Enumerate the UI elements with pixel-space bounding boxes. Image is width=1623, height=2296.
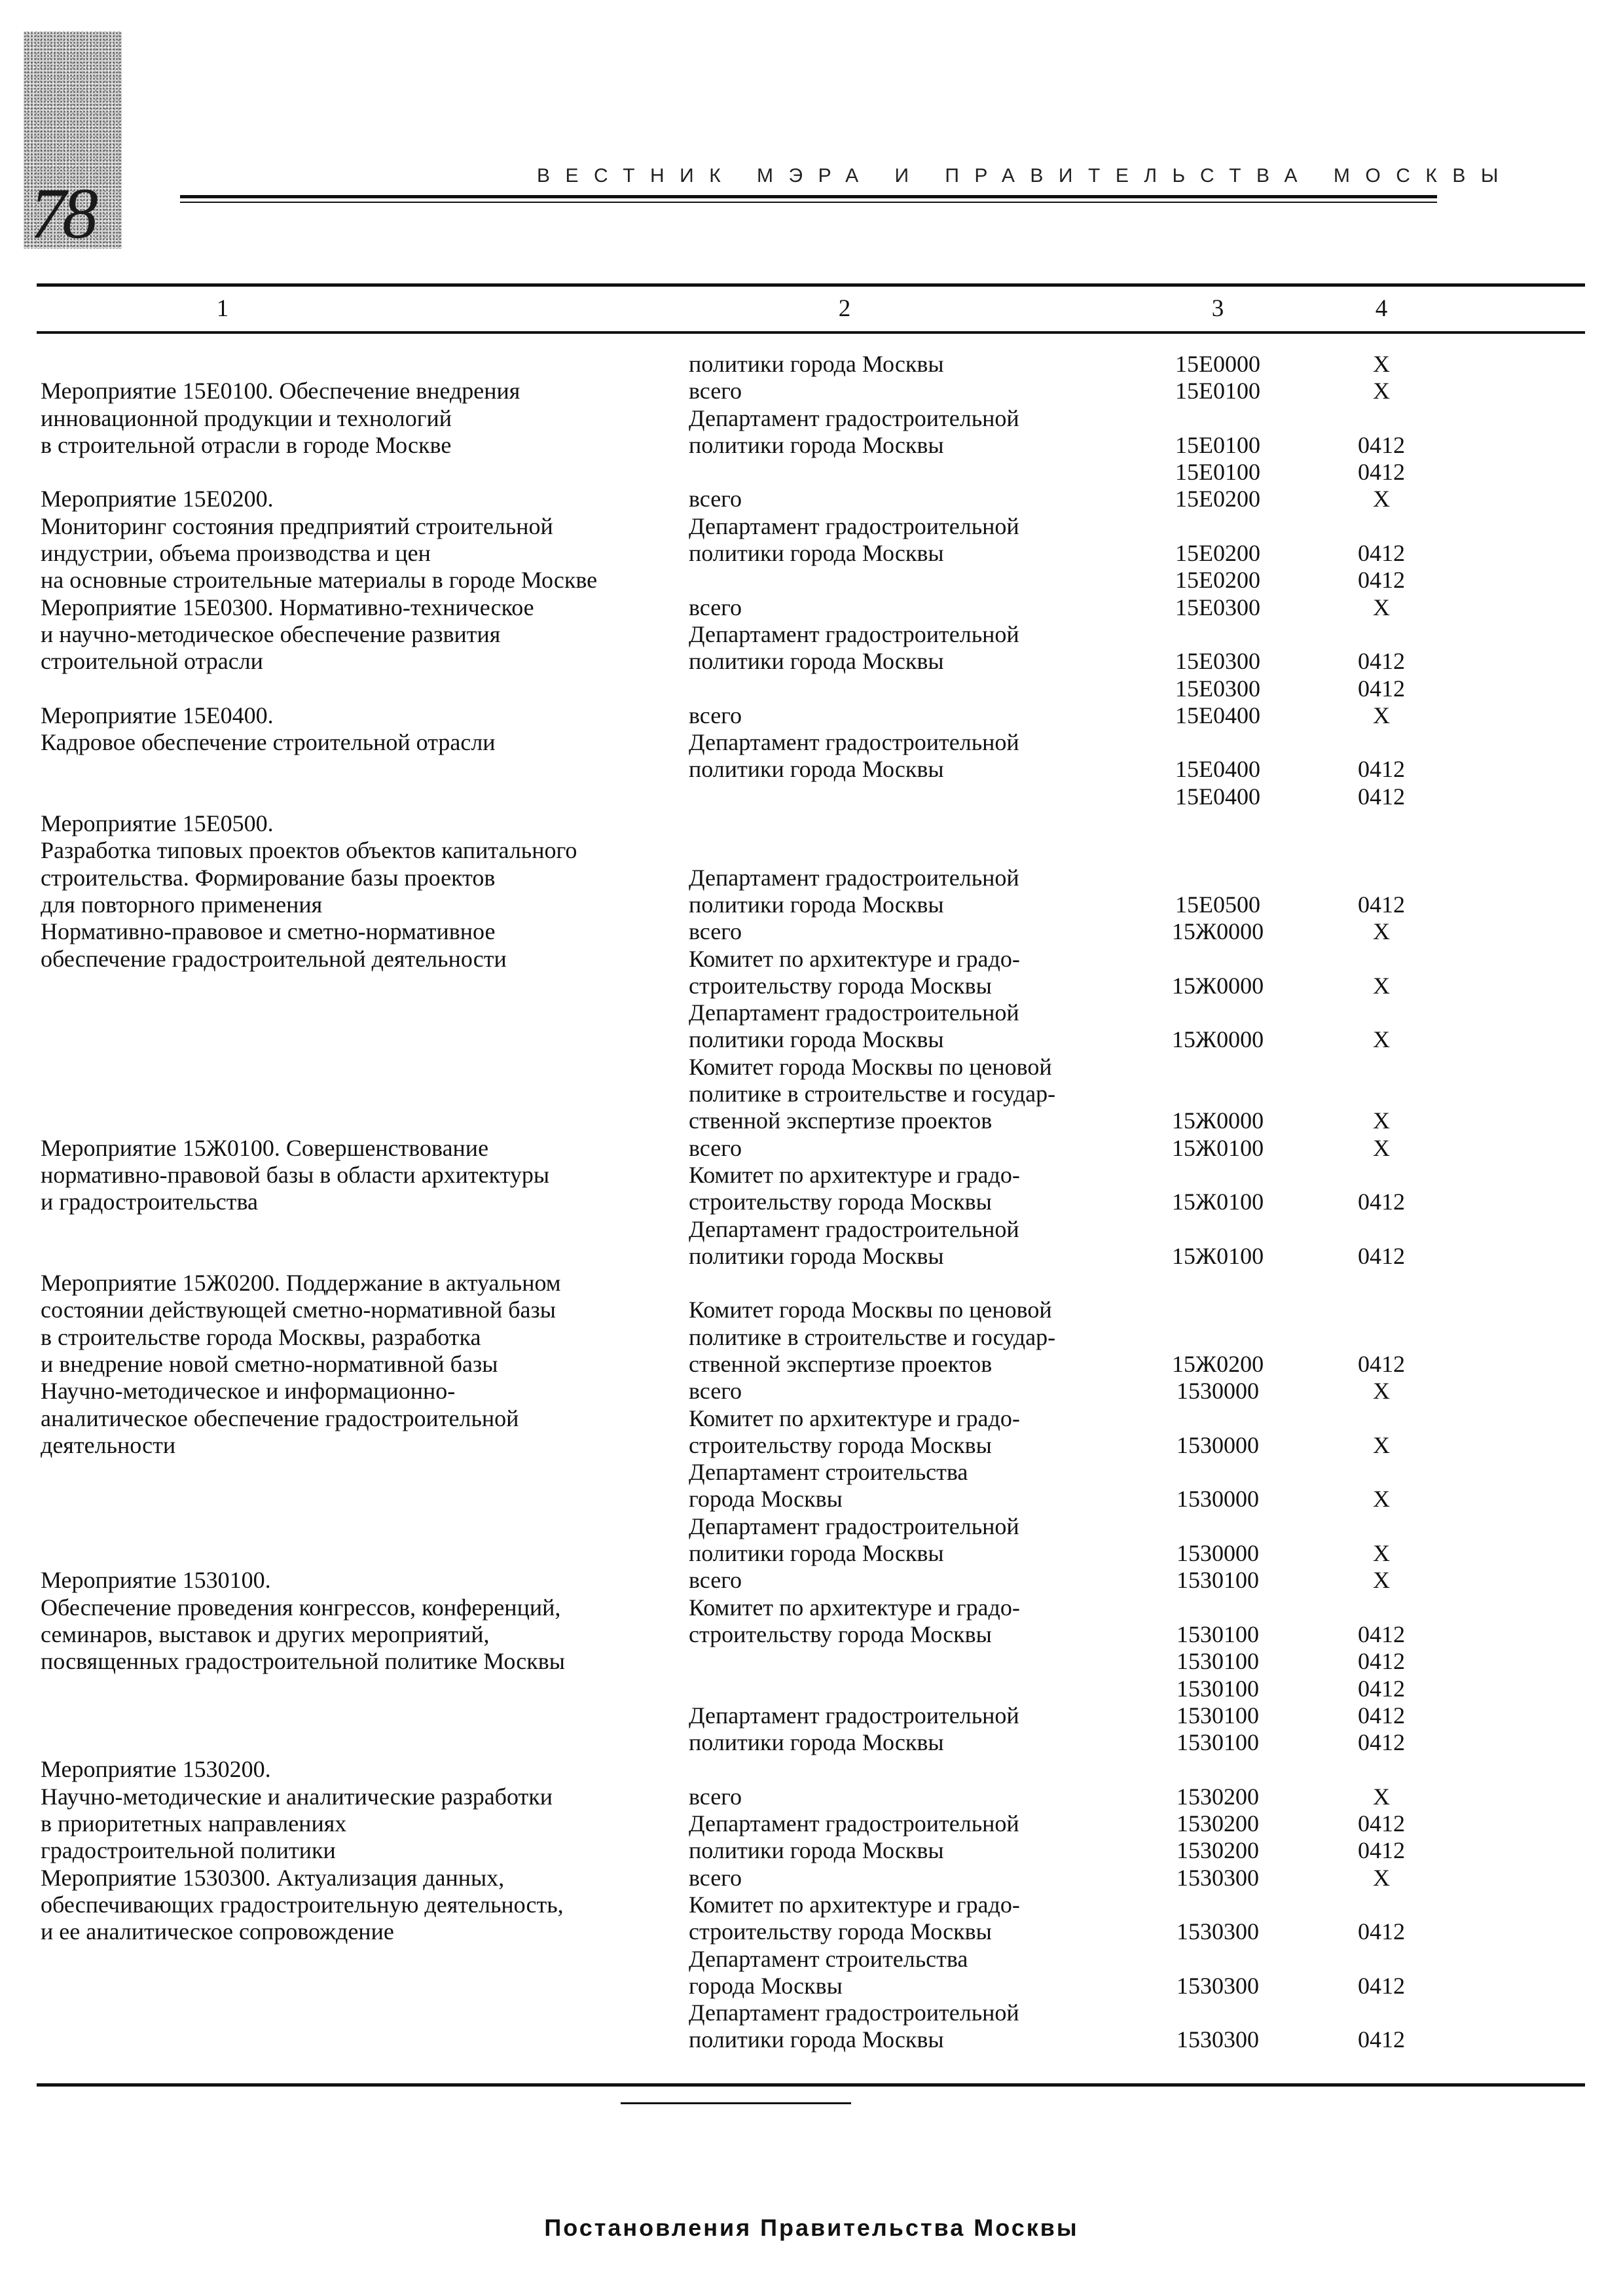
section-code-cell: X	[1373, 918, 1390, 945]
event-name-cell: Нормативно-правовое и сметно-нормативное	[41, 918, 496, 945]
table-row	[0, 1107, 1623, 1134]
table-top-rule	[37, 283, 1585, 287]
event-name-cell: семинаров, выставок и других мероприятий,	[41, 1621, 490, 1647]
target-code-cell: 1530000	[1176, 1378, 1259, 1405]
event-name-cell: на основные строительные материалы в городе Москве	[41, 567, 598, 594]
target-code-cell: 1530200	[1176, 1810, 1259, 1837]
table-body	[0, 351, 1623, 2054]
executor-cell: всего	[689, 1783, 742, 1810]
executor-cell: всего	[689, 378, 742, 404]
section-code-cell: 0412	[1358, 2026, 1405, 2053]
table-row	[0, 1729, 1623, 1756]
target-code-cell: 1530000	[1176, 1540, 1259, 1567]
executor-cell: политики города Москвы	[689, 891, 944, 918]
executor-cell: Комитет по архитектуре и градо-	[689, 945, 1020, 972]
event-name-cell: строительной отрасли	[41, 648, 263, 675]
table-row	[0, 1865, 1623, 1892]
executor-cell: политики города Москвы	[689, 648, 944, 675]
table-row	[0, 1676, 1623, 1702]
executor-cell: Департамент строительства	[689, 1459, 968, 1486]
event-name-cell: Мероприятие 15Е0400.	[41, 702, 274, 728]
executor-cell: Департамент градостроительной	[689, 1810, 1019, 1837]
section-code-cell: X	[1373, 1783, 1390, 1810]
executor-cell: Комитет по архитектуре и градо-	[689, 1161, 1020, 1188]
executor-cell: всего	[689, 1134, 742, 1161]
table-row	[0, 1324, 1623, 1351]
page-number-block	[24, 31, 122, 253]
table-row	[0, 486, 1623, 512]
table-row	[0, 837, 1623, 864]
section-code-cell: 0412	[1358, 567, 1405, 594]
table-row	[0, 1405, 1623, 1432]
event-name-cell: Мероприятие 15Е0300. Нормативно-техническое	[41, 594, 534, 620]
table-row	[0, 1270, 1623, 1297]
target-code-cell: 1530100	[1176, 1702, 1259, 1729]
executor-cell: Департамент градостроительной	[689, 1513, 1019, 1539]
target-code-cell: 1530000	[1176, 1486, 1259, 1513]
target-code-cell: 15Е0300	[1175, 675, 1260, 702]
executor-cell: Комитет по архитектуре и градо-	[689, 1594, 1020, 1621]
target-code-cell: 15Е0300	[1175, 648, 1260, 675]
executor-cell: политике в строительстве и государ-	[689, 1081, 1056, 1107]
target-code-cell: 15Е0100	[1175, 459, 1260, 486]
table-row	[0, 405, 1623, 432]
executor-cell: строительству города Москвы	[689, 972, 992, 999]
event-name-cell: Мероприятие 15Е0500.	[41, 810, 274, 837]
executor-cell: строительству города Москвы	[689, 1189, 992, 1215]
event-name-cell: посвященных градостроительной политике Москвы	[41, 1648, 565, 1675]
table-row	[0, 648, 1623, 675]
target-code-cell: 15Е0000	[1175, 351, 1260, 377]
table-row	[0, 810, 1623, 837]
table-header-rule	[37, 331, 1585, 334]
event-name-cell: Мероприятие 1530300. Актуализация данных,	[41, 1864, 505, 1891]
column-header-3: 3	[1211, 295, 1224, 322]
executor-cell: политики города Москвы	[689, 1540, 944, 1567]
table-row	[0, 378, 1623, 404]
executor-cell: строительству города Москвы	[689, 1621, 992, 1647]
event-name-cell: и научно-методическое обеспечение развития	[41, 620, 501, 647]
event-name-cell: состоянии действующей сметно-нормативной базы	[41, 1297, 556, 1323]
end-rule	[621, 2102, 851, 2104]
event-name-cell: Мероприятие 15Е0200.	[41, 486, 274, 512]
executor-cell: Департамент градостроительной	[689, 729, 1019, 756]
event-name-cell: Мероприятие 15Е0100. Обеспечение внедрения	[41, 378, 520, 404]
section-code-cell: X	[1373, 972, 1390, 999]
executor-cell: всего	[689, 486, 742, 512]
executor-cell: политики города Москвы	[689, 756, 944, 783]
table-row	[0, 946, 1623, 973]
executor-cell: всего	[689, 1864, 742, 1891]
executor-cell: политики города Москвы	[689, 1729, 944, 1756]
target-code-cell: 15Е0400	[1175, 702, 1260, 728]
event-name-cell: в приоритетных направлениях	[41, 1810, 347, 1837]
table-row	[0, 513, 1623, 540]
executor-cell: политики города Москвы	[689, 540, 944, 567]
executor-cell: строительству города Москвы	[689, 1918, 992, 1945]
table-row	[0, 594, 1623, 621]
section-code-cell: X	[1373, 351, 1390, 377]
table-row	[0, 1135, 1623, 1162]
section-code-cell: X	[1373, 1540, 1390, 1567]
event-name-cell: градостроительной политики	[41, 1837, 336, 1864]
section-code-cell: 0412	[1358, 1918, 1405, 1945]
event-name-cell: обеспечивающих градостроительную деятельность,	[41, 1891, 564, 1918]
target-code-cell: 1530200	[1176, 1783, 1259, 1810]
event-name-cell: и ее аналитическое сопровождение	[41, 1918, 394, 1945]
event-name-cell: индустрии, объема производства и цен	[41, 540, 431, 567]
target-code-cell: 15Ж0000	[1171, 918, 1264, 945]
table-row	[0, 918, 1623, 945]
section-code-cell: X	[1373, 1026, 1390, 1053]
table-row	[0, 1918, 1623, 1945]
executor-cell: ственной экспертизе проектов	[689, 1107, 993, 1134]
target-code-cell: 15Е0500	[1175, 891, 1260, 918]
target-code-cell: 1530100	[1176, 1567, 1259, 1594]
event-name-cell: в строительной отрасли в городе Москве	[41, 431, 452, 458]
header-rule-thin	[180, 202, 1437, 203]
executor-cell: всего	[689, 1567, 742, 1594]
header-rule	[180, 195, 1437, 198]
event-name-cell: Мероприятие 15Ж0100. Совершенствование	[41, 1134, 489, 1161]
executor-cell: города Москвы	[689, 1486, 843, 1513]
table-row	[0, 1297, 1623, 1323]
table-row	[0, 432, 1623, 459]
table-row	[0, 1162, 1623, 1189]
target-code-cell: 15Ж0200	[1171, 1350, 1264, 1377]
table-row	[0, 702, 1623, 729]
table-row	[0, 1946, 1623, 1973]
section-code-cell: 0412	[1358, 648, 1405, 675]
table-row	[0, 1892, 1623, 1918]
section-code-cell: 0412	[1358, 1837, 1405, 1864]
section-code-cell: 0412	[1358, 459, 1405, 486]
executor-cell: Департамент градостроительной	[689, 620, 1019, 647]
section-code-cell: X	[1373, 702, 1390, 728]
table-row	[0, 1432, 1623, 1459]
executor-cell: Департамент строительства	[689, 1945, 968, 1972]
table-row	[0, 756, 1623, 783]
event-name-cell: инновационной продукции и технологий	[41, 404, 452, 431]
table-row	[0, 540, 1623, 567]
executor-cell: всего	[689, 702, 742, 728]
event-name-cell: Разработка типовых проектов объектов капитального	[41, 837, 577, 864]
executor-cell: города Москвы	[689, 1972, 843, 1999]
event-name-cell: Мероприятие 1530100.	[41, 1567, 271, 1594]
executor-cell: Департамент градостроительной	[689, 512, 1019, 539]
section-code-cell: X	[1373, 1134, 1390, 1161]
executor-cell: всего	[689, 594, 742, 620]
section-code-cell: 0412	[1358, 431, 1405, 458]
section-code-cell: X	[1373, 594, 1390, 620]
event-name-cell: аналитическое обеспечение градостроительной	[41, 1405, 519, 1431]
section-code-cell: 0412	[1358, 1972, 1405, 1999]
section-code-cell: 0412	[1358, 1675, 1405, 1702]
table-bottom-rule	[37, 2083, 1585, 2087]
event-name-cell: Мероприятие 1530200.	[41, 1756, 271, 1783]
event-name-cell: и внедрение новой сметно-нормативной базы	[41, 1350, 498, 1377]
section-code-cell: X	[1373, 1378, 1390, 1405]
section-code-cell: X	[1373, 1107, 1390, 1134]
executor-cell: Департамент градостроительной	[689, 999, 1019, 1026]
table-row	[0, 865, 1623, 891]
event-name-cell: строительства. Формирование базы проектов	[41, 864, 496, 891]
target-code-cell: 15Е0400	[1175, 783, 1260, 810]
section-code-cell: X	[1373, 1864, 1390, 1891]
target-code-cell: 15Е0200	[1175, 540, 1260, 567]
table-row	[0, 1243, 1623, 1270]
section-code-cell: 0412	[1358, 1350, 1405, 1377]
executor-cell: Комитет города Москвы по ценовой	[689, 1297, 1052, 1323]
target-code-cell: 15Е0300	[1175, 594, 1260, 620]
table-row	[0, 999, 1623, 1026]
table-row	[0, 2026, 1623, 2053]
section-code-cell: 0412	[1358, 540, 1405, 567]
table-row	[0, 729, 1623, 756]
table-row	[0, 1351, 1623, 1378]
section-code-cell: X	[1373, 1567, 1390, 1594]
event-name-cell: Научно-методические и аналитические разработки	[41, 1783, 553, 1810]
executor-cell: политике в строительстве и государ-	[689, 1323, 1056, 1350]
executor-cell: политики города Москвы	[689, 351, 944, 377]
executor-cell: политики города Москвы	[689, 431, 944, 458]
table-row	[0, 1784, 1623, 1810]
target-code-cell: 1530300	[1176, 1918, 1259, 1945]
journal-title: ВЕСТНИК МЭРА И ПРАВИТЕЛЬСТВА МОСКВЫ	[537, 165, 1514, 187]
section-code-cell: 0412	[1358, 1648, 1405, 1675]
target-code-cell: 1530300	[1176, 2026, 1259, 2053]
section-code-cell: 0412	[1358, 783, 1405, 810]
target-code-cell: 1530000	[1176, 1431, 1259, 1458]
table-row	[0, 1459, 1623, 1486]
target-code-cell: 1530100	[1176, 1648, 1259, 1675]
table-row	[0, 675, 1623, 702]
target-code-cell: 15Е0200	[1175, 567, 1260, 594]
table-row	[0, 1378, 1623, 1405]
table-row	[0, 1189, 1623, 1215]
section-code-cell: X	[1373, 486, 1390, 512]
executor-cell: Комитет по архитектуре и градо-	[689, 1891, 1020, 1918]
section-code-cell: 0412	[1358, 675, 1405, 702]
table-row	[0, 1648, 1623, 1675]
event-name-cell: обеспечение градостроительной деятельности	[41, 945, 507, 972]
executor-cell: политики города Москвы	[689, 1026, 944, 1053]
table-row	[0, 1540, 1623, 1567]
executor-cell: Комитет по архитектуре и градо-	[689, 1405, 1020, 1431]
executor-cell: Комитет города Москвы по ценовой	[689, 1053, 1052, 1080]
event-name-cell: Мероприятие 15Ж0200. Поддержание в актуальном	[41, 1270, 561, 1297]
section-code-cell: 0412	[1358, 1810, 1405, 1837]
table-row	[0, 351, 1623, 378]
table-row	[0, 1054, 1623, 1081]
table-row	[0, 891, 1623, 918]
event-name-cell: и градостроительства	[41, 1189, 258, 1215]
table-row	[0, 1837, 1623, 1864]
table-row	[0, 2000, 1623, 2026]
executor-cell: политики города Москвы	[689, 1242, 944, 1269]
table-row	[0, 1756, 1623, 1783]
table-row	[0, 1621, 1623, 1648]
table-row	[0, 1081, 1623, 1107]
event-name-cell: Мониторинг состояния предприятий строительной	[41, 512, 553, 539]
table-row	[0, 1702, 1623, 1729]
table-row	[0, 621, 1623, 648]
table-row	[0, 459, 1623, 486]
executor-cell: Департамент градостроительной	[689, 2000, 1019, 2026]
executor-cell: всего	[689, 1378, 742, 1405]
executor-cell: политики города Москвы	[689, 1837, 944, 1864]
event-name-cell: в строительстве города Москвы, разработка	[41, 1323, 481, 1350]
table-row	[0, 1513, 1623, 1540]
section-code-cell: 0412	[1358, 891, 1405, 918]
section-code-cell: 0412	[1358, 1189, 1405, 1215]
target-code-cell: 15Ж0100	[1171, 1242, 1264, 1269]
target-code-cell: 15Ж0000	[1171, 1107, 1264, 1134]
target-code-cell: 15Ж0000	[1171, 1026, 1264, 1053]
table-row	[0, 1567, 1623, 1594]
table-row	[0, 1973, 1623, 2000]
target-code-cell: 15Е0200	[1175, 486, 1260, 512]
executor-cell: ственной экспертизе проектов	[689, 1350, 993, 1377]
section-code-cell: X	[1373, 1431, 1390, 1458]
target-code-cell: 15Е0400	[1175, 756, 1260, 783]
target-code-cell: 1530100	[1176, 1675, 1259, 1702]
target-code-cell: 1530300	[1176, 1972, 1259, 1999]
event-name-cell: нормативно-правовой базы в области архитектуры	[41, 1161, 550, 1188]
table-row	[0, 1216, 1623, 1243]
column-header-4: 4	[1375, 295, 1388, 322]
table-row	[0, 1594, 1623, 1621]
event-name-cell: Кадровое обеспечение строительной отрасли	[41, 729, 496, 756]
section-code-cell: 0412	[1358, 756, 1405, 783]
target-code-cell: 1530100	[1176, 1729, 1259, 1756]
target-code-cell: 15Ж0100	[1171, 1189, 1264, 1215]
section-code-cell: X	[1373, 378, 1390, 404]
executor-cell: Департамент градостроительной	[689, 1215, 1019, 1242]
executor-cell: политики города Москвы	[689, 2026, 944, 2053]
executor-cell: Департамент градостроительной	[689, 864, 1019, 891]
section-code-cell: 0412	[1358, 1729, 1405, 1756]
executor-cell: строительству города Москвы	[689, 1431, 992, 1458]
target-code-cell: 15Е0100	[1175, 378, 1260, 404]
section-code-cell: 0412	[1358, 1702, 1405, 1729]
table-row	[0, 783, 1623, 810]
section-code-cell: 0412	[1358, 1621, 1405, 1647]
executor-cell: всего	[689, 918, 742, 945]
target-code-cell: 15Ж0000	[1171, 972, 1264, 999]
column-header-2: 2	[838, 295, 851, 322]
event-name-cell: Обеспечение проведения конгрессов, конференций,	[41, 1594, 561, 1621]
footer-section-title: Постановления Правительства Москвы	[544, 2214, 1079, 2241]
executor-cell: Департамент градостроительной	[689, 404, 1019, 431]
table-row	[0, 1486, 1623, 1513]
table-row	[0, 1026, 1623, 1053]
event-name-cell: деятельности	[41, 1431, 176, 1458]
target-code-cell: 15Ж0100	[1171, 1134, 1264, 1161]
section-code-cell: X	[1373, 1486, 1390, 1513]
executor-cell: Департамент градостроительной	[689, 1702, 1019, 1729]
column-header-1: 1	[216, 295, 229, 322]
table-row	[0, 567, 1623, 594]
table-row	[0, 1810, 1623, 1837]
section-code-cell: 0412	[1358, 1242, 1405, 1269]
target-code-cell: 1530100	[1176, 1621, 1259, 1647]
event-name-cell: Научно-методическое и информационно-	[41, 1378, 456, 1405]
event-name-cell: для повторного применения	[41, 891, 323, 918]
target-code-cell: 1530300	[1176, 1864, 1259, 1891]
target-code-cell: 15Е0100	[1175, 431, 1260, 458]
target-code-cell: 1530200	[1176, 1837, 1259, 1864]
table-row	[0, 973, 1623, 999]
page-number: 78	[30, 173, 94, 253]
